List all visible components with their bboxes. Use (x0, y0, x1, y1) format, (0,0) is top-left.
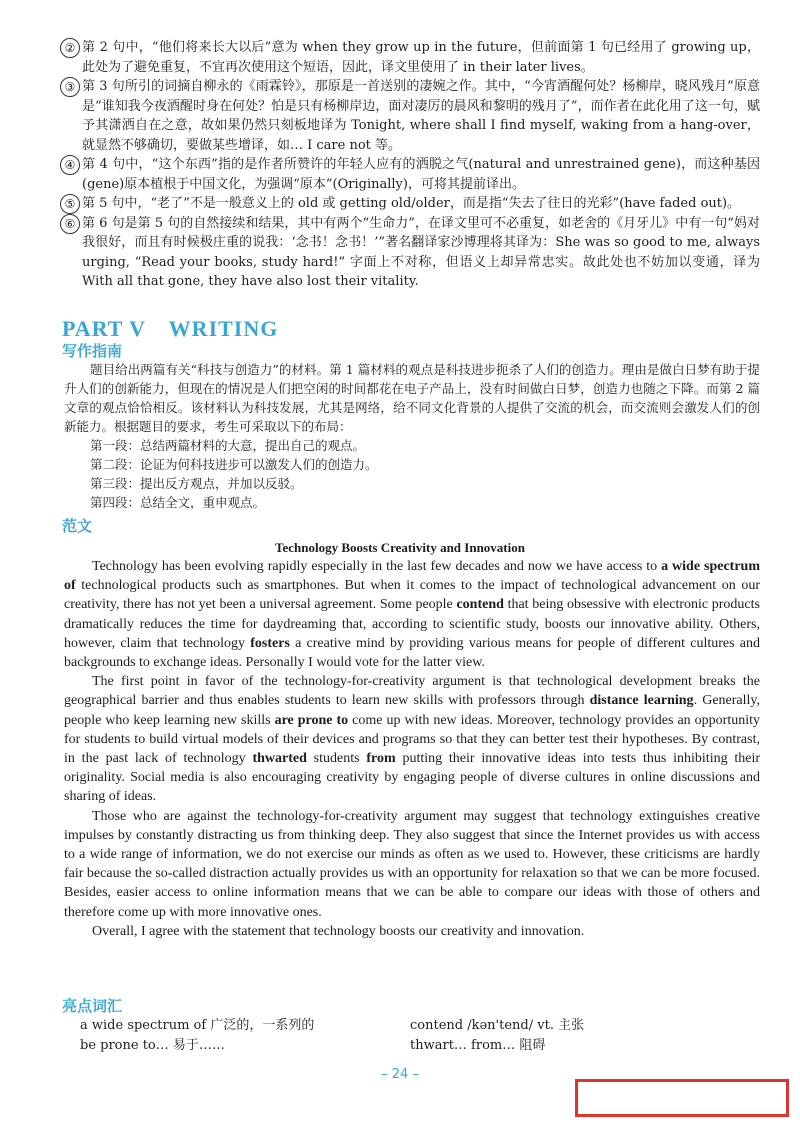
highlight-phrase: from (366, 751, 396, 767)
sample-essay-heading: 范文 (62, 517, 93, 535)
note-item (60, 194, 760, 214)
part-title: PART V WRITING (62, 316, 279, 341)
vocab-heading: 亮点词汇 (62, 997, 123, 1015)
note-text: 第 2 句中，“他们将来长大以后”意为 when they grow up in the future，但前面第 1 句已经用了 growing up，此处为了避免重复，不宜再次使用这个短语，因此，译文里使用了 in their later lives。 (82, 40, 760, 75)
translation-notes (60, 38, 760, 292)
essay-text: students (306, 751, 367, 767)
essay-text: . Generally, people who keep learning new skills (64, 693, 760, 728)
essay-text: come up with new ideas. Moreover, technology provides an opportunity for students to build virtual models of their devices and programs so that they can better test their hypotheses. By contrast, in the past lack of technology (64, 712, 760, 767)
essay-text: that being obsessive with electronic products dramatically reduces the time for daydreaming that, according to scientific study, boosts our innovative ability. Others, however, claim that technology (64, 597, 760, 651)
vocab-item: contend /kən'tend/ vt. 主张 (410, 1018, 585, 1033)
highlight-phrase: distance learning (589, 693, 694, 709)
guide-paragraph: 题目给出两篇有关“科技与创造力”的材料。第 1 篇材料的观点是科技进步扼杀了人们的创造力。理由是做白日梦有助于提升人们的创新能力，但现在的情况是人们把空闲的时间都花在电子产品上，没有时间做白日梦，创造力也随之下降。而第 2 篇文章的观点恰恰相反。该材料认为科技发展，尤其是网络，给不同文化背景的人提供了交流的机会，而交流则会激发人们的创新能力。根据题目的要求，考生可采取以下的布局： (64, 362, 760, 434)
essay-text: Technology has been evolving rapidly especially in the last few decades and now we have access to (92, 559, 662, 574)
essay-paragraph-1 (64, 557, 760, 672)
writing-guide (64, 360, 760, 512)
highlight-phrase: thwarted (252, 751, 307, 767)
essay-paragraph-2 (64, 672, 760, 806)
highlight-phrase: a wide spectrum of (64, 559, 760, 594)
essay-text: technological products such as smartphones. But when it comes to the impact of technological advancement on our creativity, there has not yet been a universal agreement. Some people (64, 578, 760, 613)
essay-title: Technology Boosts Creativity and Innovation (275, 540, 525, 555)
note-item (60, 38, 760, 77)
guide-step: 第一段：总结两篇材料的大意，提出自己的观点。 (90, 438, 366, 453)
essay-paragraph-3: Those who are against the technology-for-creativity argument may suggest that technology extinguishes creative impulses by constantly distracting us from thinking deep. They also suggest that since the Internet provides us with access to a wide range of information, we do not exercise our minds as often as we used to. However, these criticisms are hardly fair because the so-called distraction actually provides us with an opportunity for relaxation so that we can be more focused. Besides, easier access to online information means that we can be able to compare our ideas with those of others and therefore come up with more innovative ones. (64, 808, 760, 920)
note-item (60, 155, 760, 194)
highlight-phrase: are prone to (274, 712, 349, 728)
vocab-item: thwart… from… 阻碍 (410, 1038, 546, 1053)
note-number: ③ (60, 77, 80, 97)
guide-step: 第二段：论证为何科技进步可以激发人们的创造力。 (90, 457, 378, 472)
red-frame-stamp (575, 1079, 789, 1117)
vocab-list (80, 1016, 740, 1056)
note-text: 第 5 句中，“老了”不是一般意义上的 old 或 getting old/older，而是指“失去了往日的光彩”(have faded out)。 (82, 196, 741, 211)
note-text: 第 4 句中，“这个东西”指的是作者所赞许的年轻人应有的洒脱之气(natural and unrestrained gene)，而这种基因(gene)原本植根于中国文化，为强调“原本”(Originally)，可将其提前译出。 (82, 157, 760, 192)
vocab-item: be prone to… 易于…… (80, 1038, 225, 1053)
note-item (60, 214, 760, 292)
note-number: ④ (60, 155, 80, 175)
guide-step: 第四段：总结全文，重申观点。 (90, 495, 266, 510)
note-text: 第 6 句是第 5 句的自然接续和结果，其中有两个“生命力”，在译文里可不必重复，如老舍的《月牙儿》中有一句“妈对我很好，而且有时候极庄重的说我：‘念书！念书！’”著名翻译家沙博理将其译为：She was so good to me, always urging, “Read your books, study hard!” 字面上不对称，但语义上却异常忠实。故此处也不妨加以变通，译为 With all that gone, they have also lost their vitality. (82, 215, 760, 289)
vocab-item: a wide spectrum of 广泛的，一系列的 (80, 1018, 315, 1033)
note-number: ② (60, 38, 80, 58)
essay-text: The first point in favor of the technology-for-creativity argument is that technological development breaks the geographical barrier and thus enables students to learn new skills with professors through (64, 674, 760, 709)
note-number: ⑥ (60, 214, 80, 234)
vocab-row (80, 1036, 740, 1056)
highlight-phrase: contend (456, 597, 504, 613)
sample-essay (64, 557, 760, 941)
highlight-phrase: fosters (250, 635, 290, 651)
page-number: – 24 – (381, 1067, 419, 1082)
note-number: ⑤ (60, 194, 80, 214)
guide-step: 第三段：提出反方观点，并加以反驳。 (90, 476, 303, 491)
note-text: 第 3 句所引的词摘自柳永的《雨霖铃》，那原是一首送别的凄婉之作。其中，“今宵酒醒何处？杨柳岸，晓风残月”原意是“谁知我今夜酒醒时身在何处？怕是只有杨柳岸边，面对凄厉的晨风和黎明的残月了”，而作者在此化用了这一句，赋予其潇洒自在之意，故如果仍然只刻板地译为 Tonight, where shall I find myself, waking from a hang-over，就显然不够确切，要做某些增译，如… I care not 等。 (82, 79, 760, 153)
essay-paragraph-4: Overall, I agree with the statement that technology boosts our creativity and innovation. (92, 923, 585, 939)
writing-guide-heading: 写作指南 (62, 342, 123, 360)
essay-text: putting their innovative ideas into tests thus inhibiting their originality. Social media is also encouraging creativity by engaging people of diverse cultures in online discussions and sharing of ideas. (64, 751, 761, 805)
essay-text: a creative mind by providing various means for people of different cultures and backgrounds to exchange ideas. Personally I would vote for the latter view. (64, 635, 760, 671)
note-item (60, 77, 760, 155)
vocab-row (80, 1016, 740, 1036)
